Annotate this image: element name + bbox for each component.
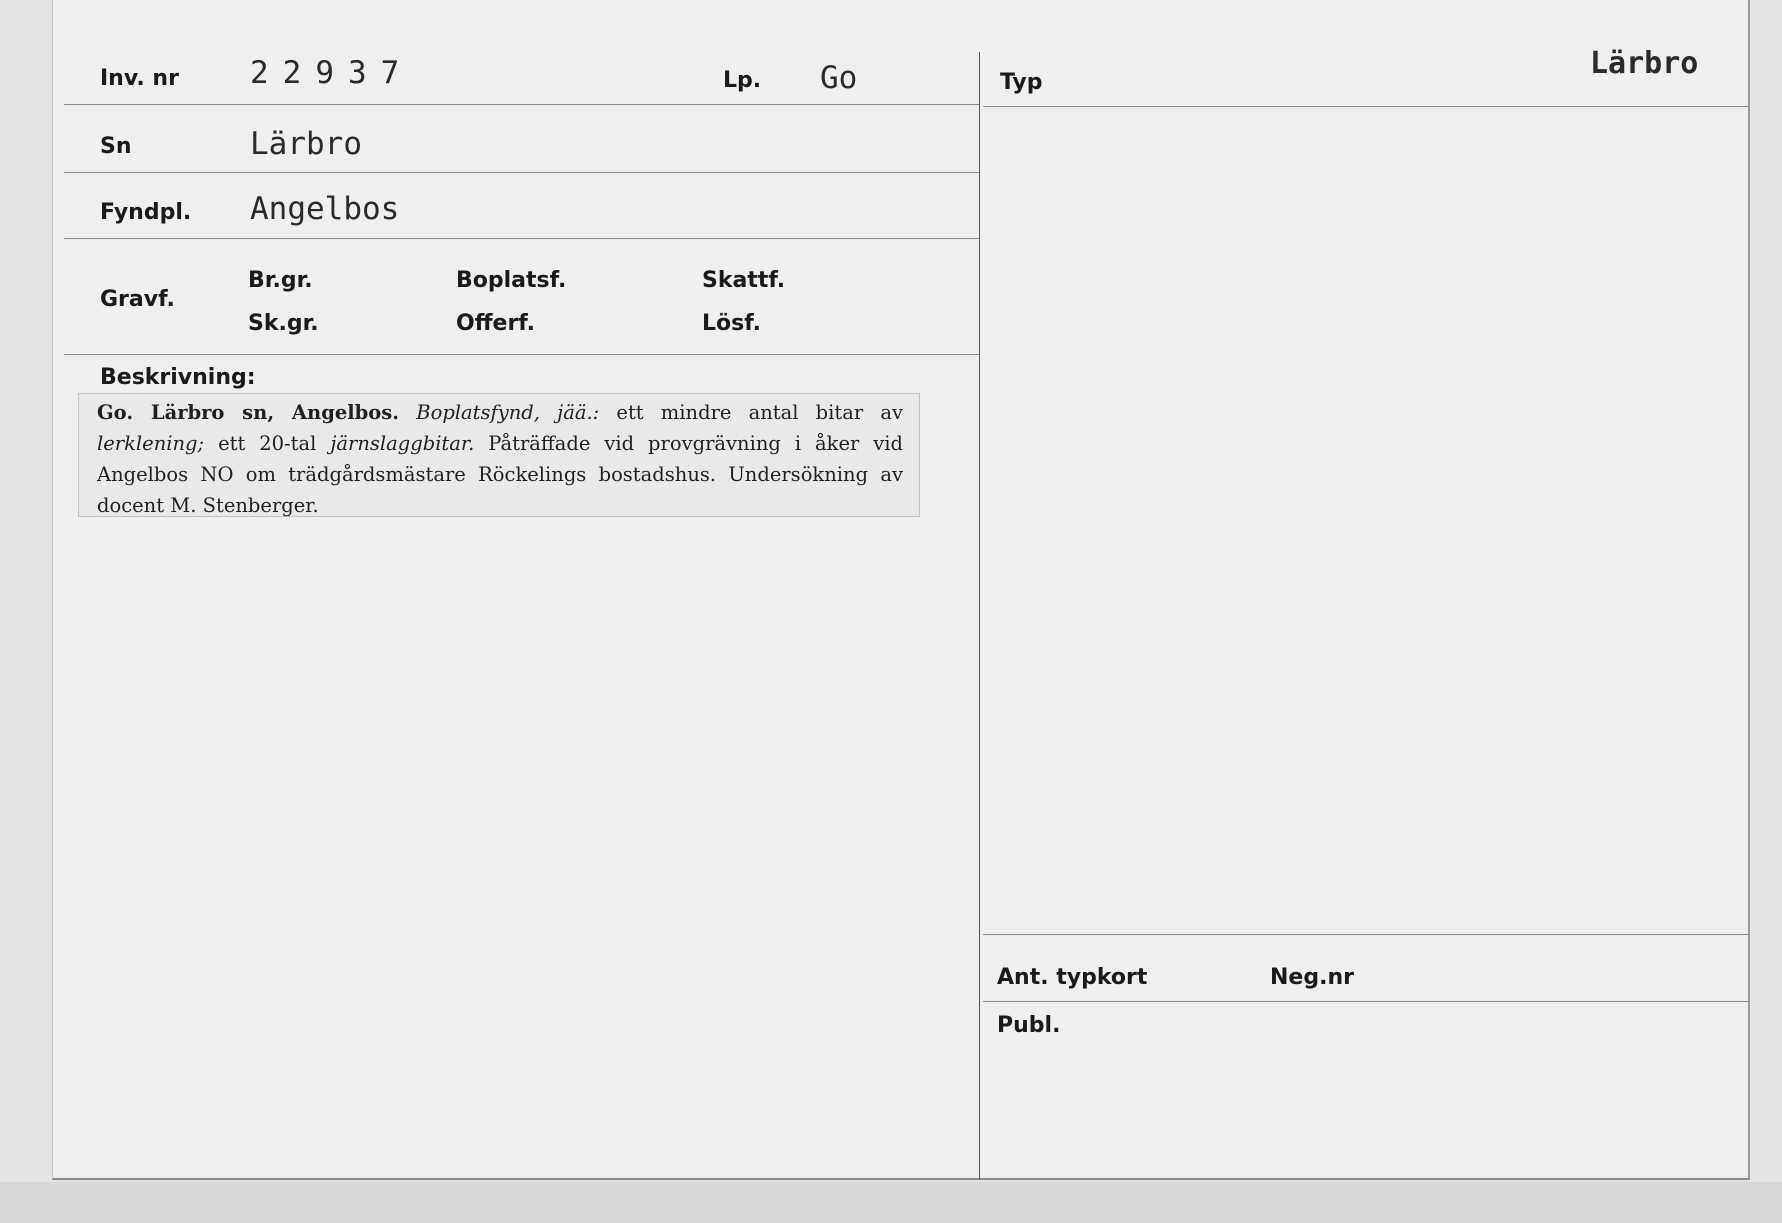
neg-nr-label: Neg.nr xyxy=(1270,965,1354,990)
typ-divider xyxy=(983,106,1749,107)
row-divider-1 xyxy=(64,104,979,105)
fyndpl-value: Angelbos xyxy=(250,191,400,227)
beskrivning-label: Beskrivning: xyxy=(100,365,256,390)
description-text-2: ett 20-tal xyxy=(218,432,317,455)
description-material-2: järnslaggbitar. xyxy=(330,432,475,455)
offerf-label: Offerf. xyxy=(456,311,536,336)
ant-typkort-label: Ant. typkort xyxy=(997,965,1148,990)
description-material-1: lerklening; xyxy=(97,432,205,455)
typ-corner-value: Lärbro xyxy=(1590,46,1699,81)
publ-top-divider xyxy=(983,1001,1749,1002)
br-gr-label: Br.gr. xyxy=(248,268,313,293)
sn-label: Sn xyxy=(100,134,132,159)
catalog-card xyxy=(52,0,1750,1180)
lp-value: Go xyxy=(820,60,858,96)
fyndpl-label: Fyndpl. xyxy=(100,200,192,225)
losf-label: Lösf. xyxy=(702,311,761,336)
ant-typkort-top-divider xyxy=(983,934,1749,935)
row-divider-3 xyxy=(64,238,979,239)
description-slip xyxy=(78,393,920,517)
inv-nr-value: 22937 xyxy=(250,55,414,91)
description-text-3: Påträffade vid provgrävning i åker vid Angelbos NO om trädgårdsmästare Röckelings bostadshus. Undersökning av docent M. Stenberger. xyxy=(97,432,904,517)
boplatsf-label: Boplatsf. xyxy=(456,268,567,293)
skattf-label: Skattf. xyxy=(702,268,786,293)
publ-label: Publ. xyxy=(997,1013,1061,1038)
sk-gr-label: Sk.gr. xyxy=(248,311,319,336)
description-text-1: ett mindre antal bitar av xyxy=(616,401,904,424)
row-divider-2 xyxy=(64,172,979,173)
lp-label: Lp. xyxy=(723,68,762,93)
description-heading: Go. Lärbro sn, Angelbos. xyxy=(97,401,400,424)
sn-value: Lärbro xyxy=(250,126,362,162)
column-divider xyxy=(979,52,980,1180)
scan-background-strip xyxy=(0,1182,1782,1223)
inv-nr-label: Inv. nr xyxy=(100,66,179,91)
description-find-type: Boplatsfynd, jää.: xyxy=(416,401,600,424)
typ-label: Typ xyxy=(1000,70,1043,95)
row-divider-4 xyxy=(64,354,979,355)
gravf-label: Gravf. xyxy=(100,287,175,312)
